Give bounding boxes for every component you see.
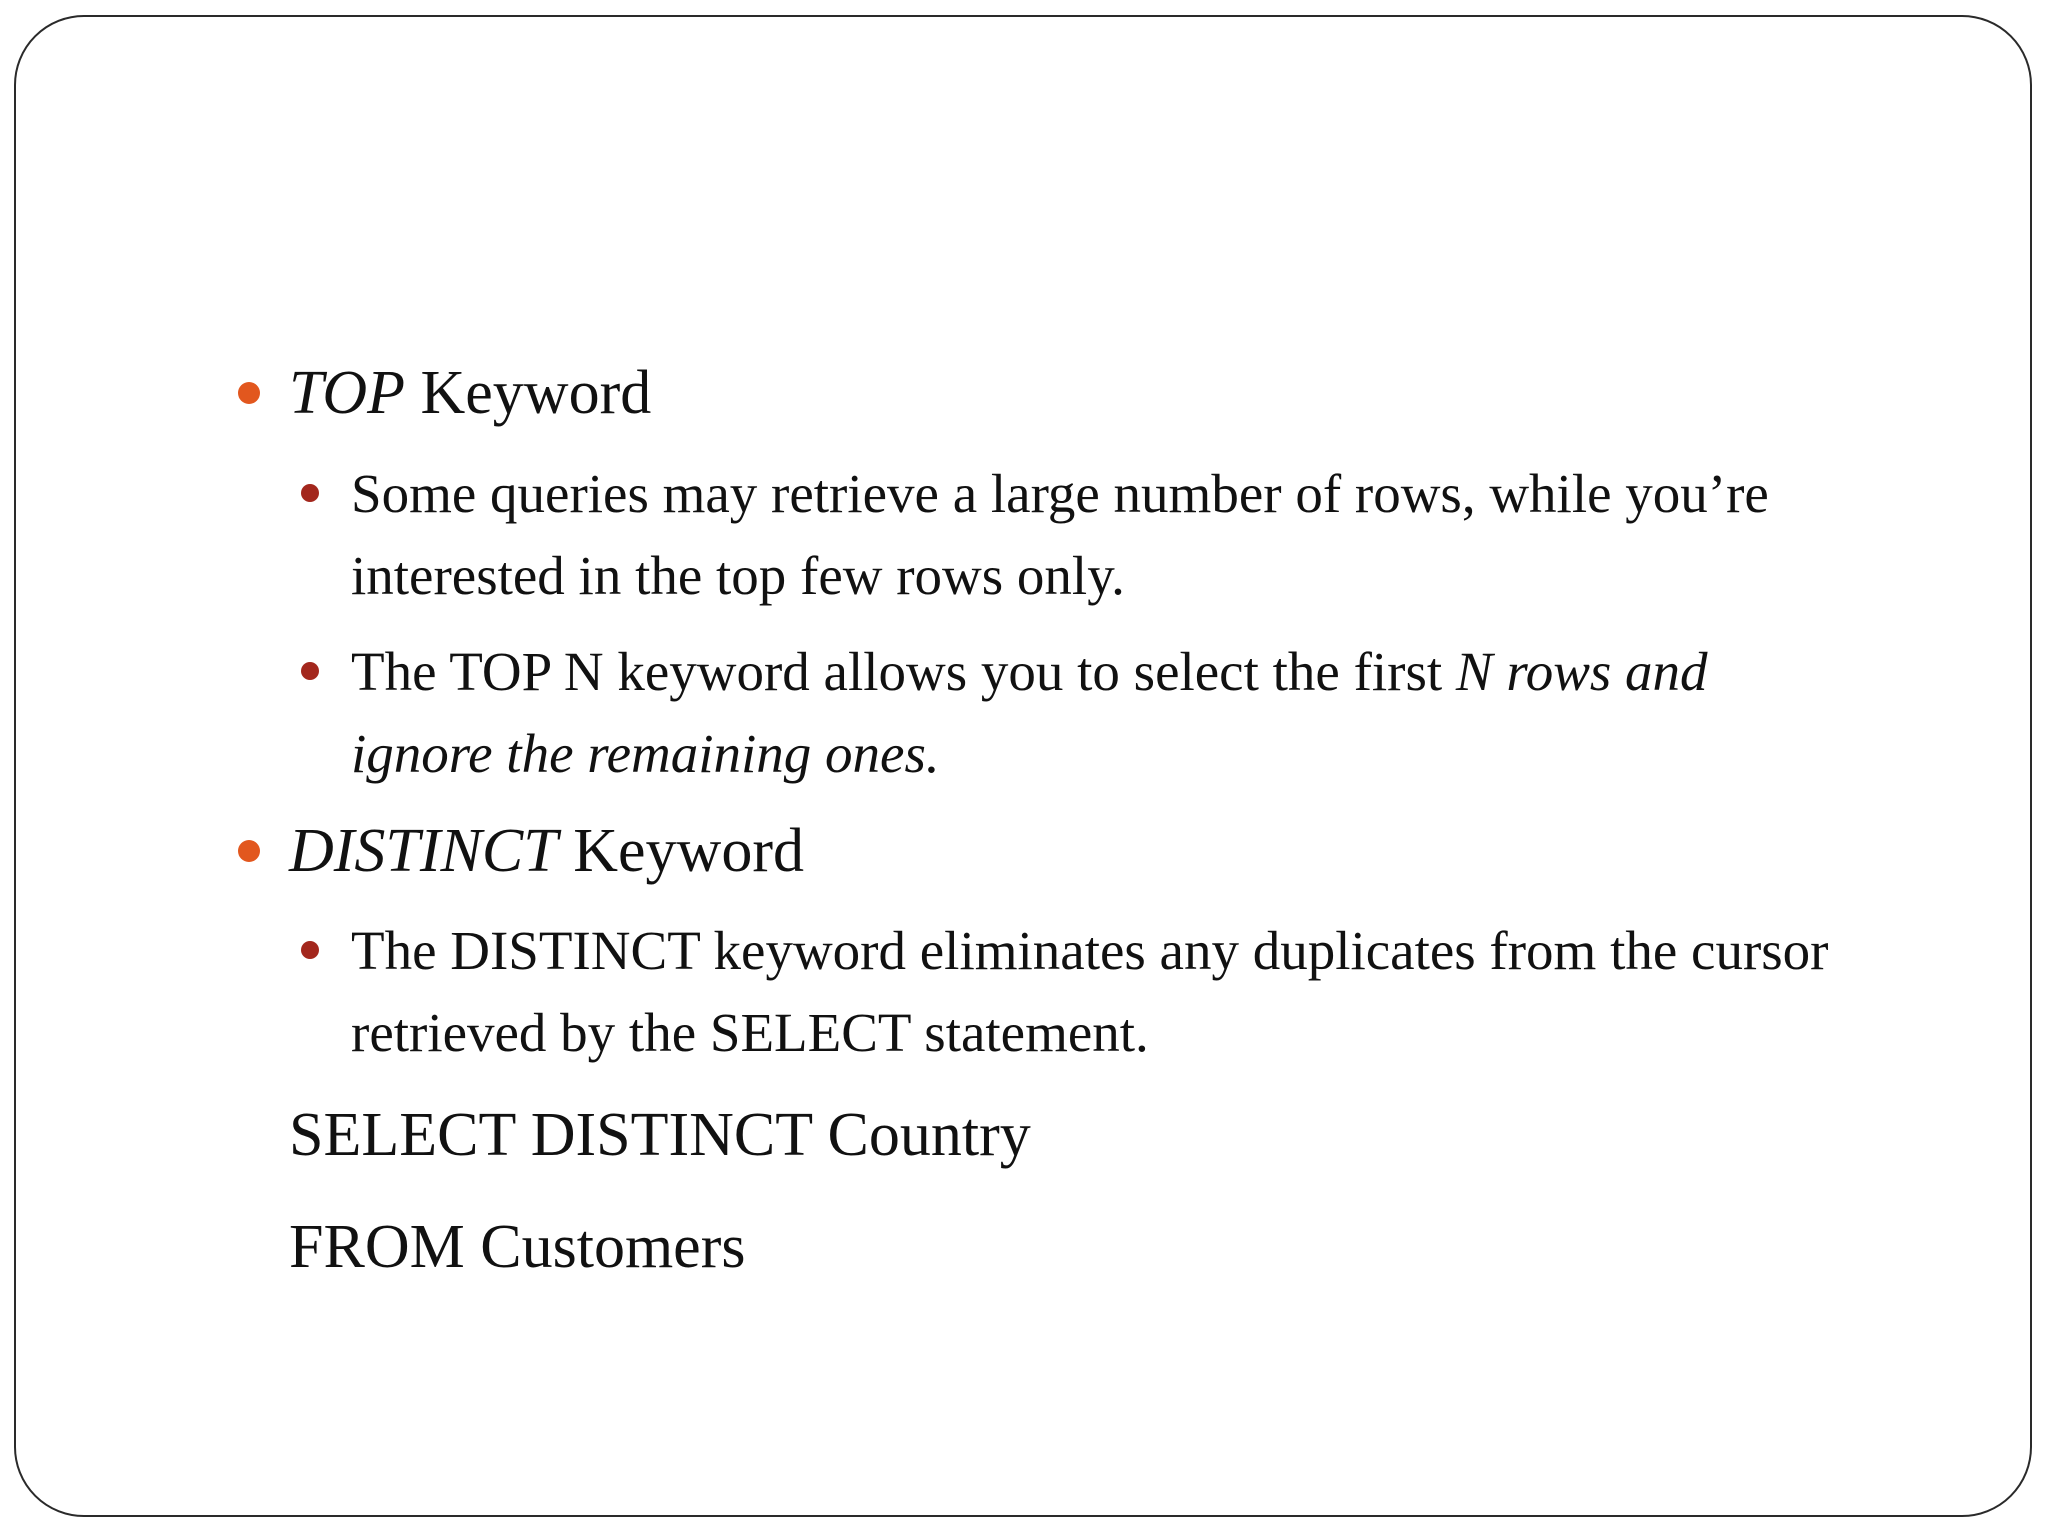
top-keyword-label: Keyword xyxy=(405,359,652,427)
bullet-dot-icon xyxy=(238,382,260,404)
sub-bullet-dot-icon xyxy=(301,662,319,680)
bullet-dot-icon xyxy=(238,840,260,862)
distinct-keyword-term: DISTINCT xyxy=(289,817,558,885)
top-description-text: Some queries may retrieve a large number of rows, while you’re interested in the top few rows only. xyxy=(351,463,1769,606)
sub-bullet-top-n xyxy=(351,631,1851,795)
top-keyword-term: TOP xyxy=(289,359,406,427)
sub-bullet-dot-icon xyxy=(301,484,319,502)
sql-select-line: SELECT DISTINCT Country xyxy=(289,1101,1031,1169)
bullet-top-keyword xyxy=(289,353,651,433)
sql-from-line: FROM Customers xyxy=(289,1213,746,1281)
slide-frame xyxy=(14,15,2032,1517)
distinct-description-text: The DISTINCT keyword eliminates any duplicates from the cursor retrieved by the SELECT statement. xyxy=(351,920,1829,1063)
sub-bullet-distinct-description xyxy=(351,910,1851,1074)
top-n-text: The TOP N keyword allows you to select the first xyxy=(351,641,1456,702)
top-n-italic-text: N rows and ignore the remaining ones. xyxy=(351,641,1708,784)
distinct-keyword-label: Keyword xyxy=(557,817,804,885)
slide-content xyxy=(16,17,2030,1515)
bullet-distinct-keyword xyxy=(289,811,804,891)
sub-bullet-top-description xyxy=(351,453,1851,617)
sub-bullet-dot-icon xyxy=(301,941,319,959)
